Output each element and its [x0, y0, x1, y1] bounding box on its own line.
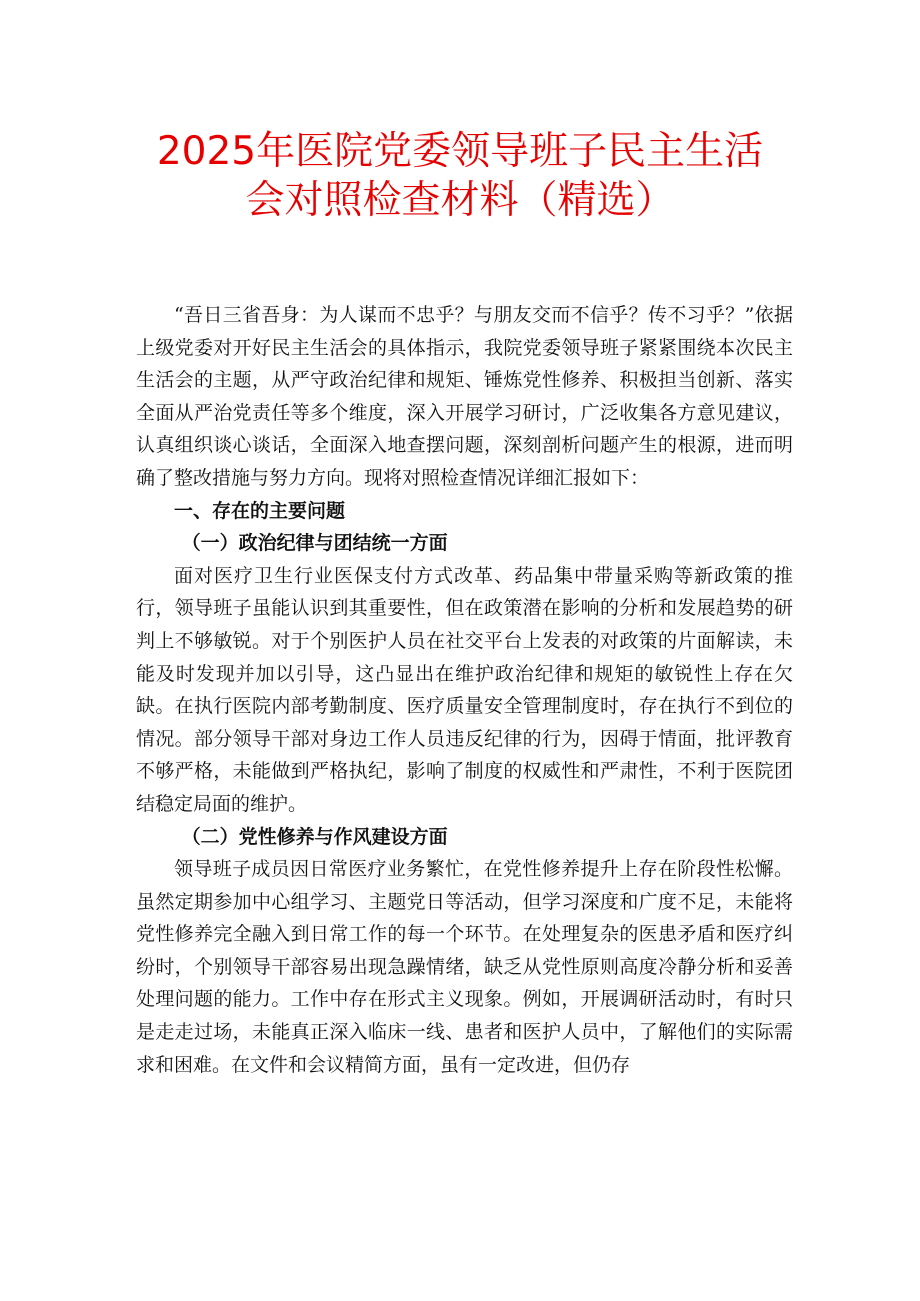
subsection-heading: （二）党性修养与作风建设方面: [181, 825, 448, 848]
document-body: [136, 299, 793, 1081]
body-paragraph: 面对医疗卫生行业医保支付方式改革、药品集中带量采购等新政策的推行，领导班子虽能认识到其重要性，但在政策潜在影响的分析和发展趋势的研判上不够敏锐。对于个别医护人员在社交平台上发表的对政策的片面解读，未能及时发现并加以引导，这凸显出在维护政治纪律和规矩的敏锐性上存在欠缺。在执行医院内部考勤制度、医疗质量安全管理制度时，存在执行不到位的情况。部分领导干部对身边工作人员违反纪律的行为，因碍于情面，批评教育不够严格，未能做到严格执纪，影响了制度的权威性和严肃性，不利于医院团结稳定局面的维护。: [136, 564, 793, 815]
document-title-line-1: 2025年医院党委领导班子民主生活: [156, 129, 764, 174]
body-paragraph: 领导班子成员因日常医疗业务繁忙，在党性修养提升上存在阶段性松懈。虽然定期参加中心组学习、主题党日等活动，但学习深度和广度不足，未能将党性修养完全融入到日常工作的每一个环节。在处理复杂的医患矛盾和医疗纠纷时，个别领导干部容易出现急躁情绪，缺乏从党性原则高度冷静分析和妥善处理问题的能力。工作中存在形式主义现象。例如，开展调研活动时，有时只是走走过场，未能真正深入临床一线、患者和医护人员中，了解他们的实际需求和困难。在文件和会议精简方面，虽有一定改进，但仍存: [136, 858, 793, 1076]
document-title-line-2: 会对照检查材料（精选）: [245, 178, 675, 223]
section-heading: 一、存在的主要问题: [174, 499, 346, 522]
intro-paragraph: “吾日三省吾身：为人谋而不忠乎？与朋友交而不信乎？传不习乎？”依据上级党委对开好民主生活会的具体指示，我院党委领导班子紧紧围绕本次民主生活会的主题，从严守政治纪律和规矩、锤炼党性修养、积极担当创新、落实全面从严治党责任等多个维度，深入开展学习研讨，广泛收集各方意见建议，认真组织谈心谈话，全面深入地查摆问题，深刻剖析问题产生的根源，进而明确了整改措施与努力方向。现将对照检查情况详细汇报如下：: [136, 304, 793, 489]
subsection-heading: （一）政治纪律与团结统一方面: [181, 532, 448, 555]
